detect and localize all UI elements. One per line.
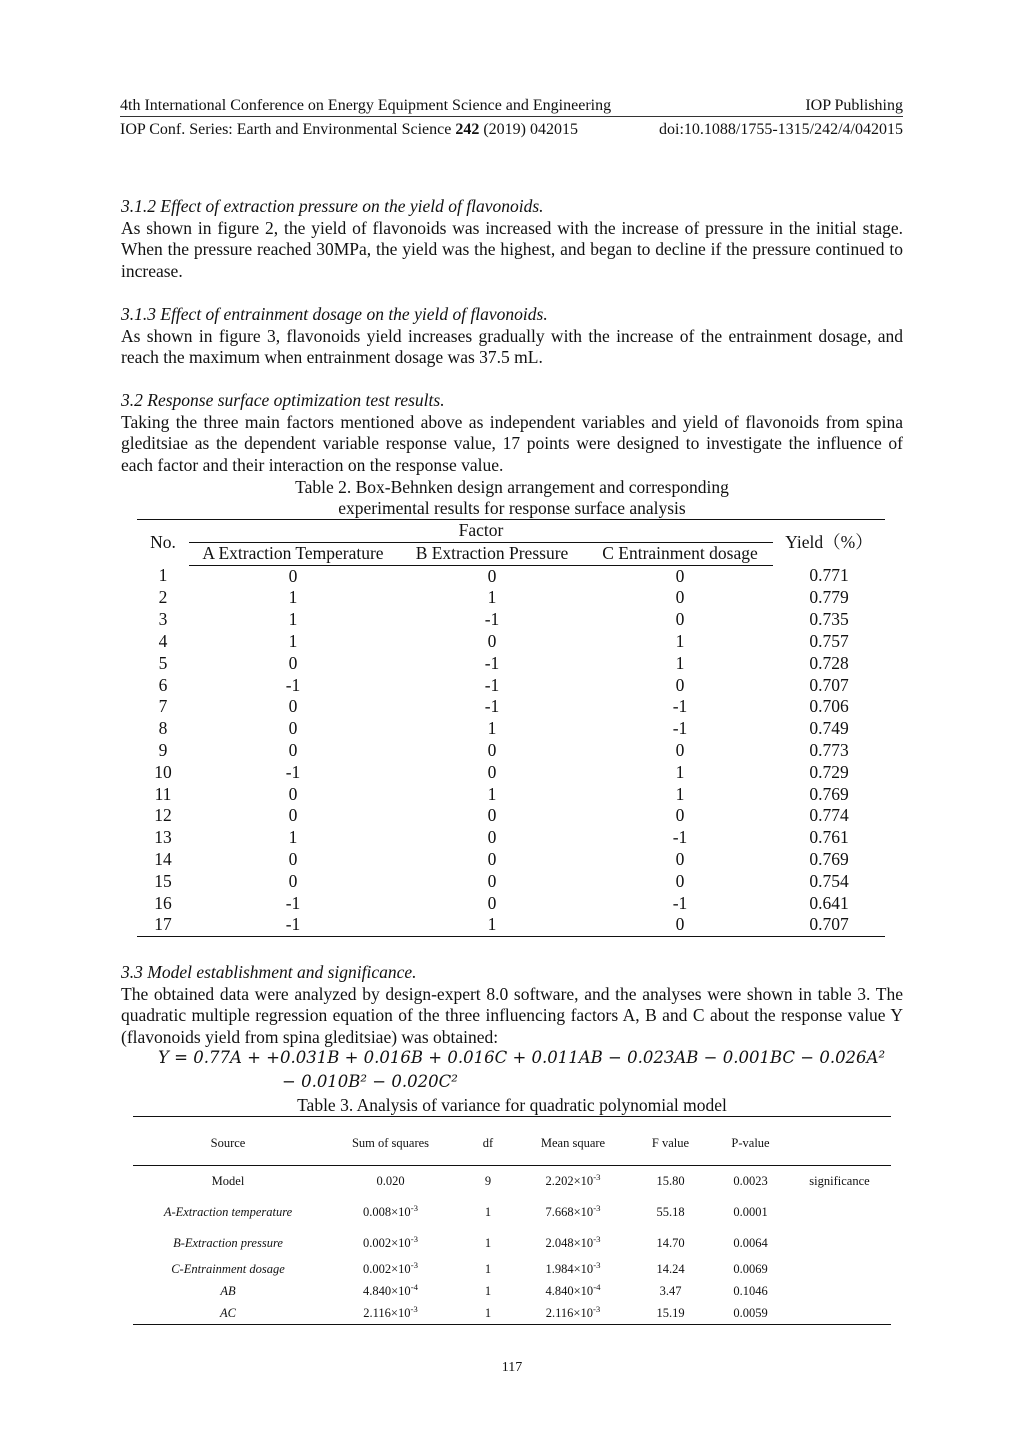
cell-c: 0	[675, 870, 685, 891]
cell-f-value: 14.24	[656, 1261, 685, 1276]
col-header-a: A Extraction Temperature	[189, 542, 397, 565]
cell-c: 1	[675, 652, 685, 673]
cell-no: 7	[158, 696, 168, 717]
cell-a: 0	[288, 696, 298, 717]
cell-c: -1	[672, 892, 688, 913]
cell-note: significance	[809, 1173, 870, 1188]
cell-c: 1	[675, 761, 685, 782]
cell-df: 1	[484, 1283, 492, 1298]
cell-c: -1	[672, 696, 688, 717]
cell-yield: 0.774	[809, 805, 849, 826]
cell-no: 14	[154, 848, 172, 869]
cell-source: C-Entrainment dosage	[171, 1261, 285, 1276]
cell-f-value: 55.18	[656, 1204, 685, 1219]
table-row	[133, 1228, 891, 1258]
cell-b: -1	[484, 609, 500, 630]
cell-yield: 0.769	[809, 848, 849, 869]
cell-c: 0	[675, 848, 685, 869]
cell-mean-square: $7.668\times 10^{-3}$	[545, 1202, 601, 1219]
table-row	[137, 871, 885, 893]
cell-no: 3	[158, 609, 168, 630]
cell-a: 0	[288, 805, 298, 826]
table-row	[137, 762, 885, 784]
cell-no: 16	[154, 892, 172, 913]
cell-df: 1	[484, 1261, 492, 1276]
cell-p-value: 0.0023	[733, 1173, 768, 1188]
cell-yield: 0.769	[809, 783, 849, 804]
cell-no: 15	[154, 870, 172, 891]
table2-caption: Table 2. Box-Behnken design arrangement and corresponding experimental results for response surface analysis	[295, 477, 729, 518]
cell-a: 0	[288, 565, 298, 586]
cell-sum-squares: $2.116\times 10^{-3}$	[323, 1302, 458, 1325]
cell-mean-square: $4.840\times 10^{-4}$	[545, 1281, 601, 1298]
cell-f-value: 14.70	[656, 1235, 685, 1250]
cell-c: 0	[675, 587, 685, 608]
cell-yield: 0.754	[809, 870, 849, 891]
conference-name: 4th International Conference on Energy Equipment Science and Engineering	[120, 97, 612, 114]
cell-sum-squares: $0.002\times 10^{-3}$	[363, 1259, 418, 1276]
cell-sum-squares: $0.002\times 10^{-3}$	[363, 1233, 418, 1250]
section-body: As shown in figure 3, flavonoids yield increases gradually with the increase of the entrainment dosage, and reach the maximum when entrainment dosage was 37.5 mL.	[121, 325, 903, 368]
cell-no: 10	[154, 761, 172, 782]
cell-no: 11	[154, 783, 172, 804]
col-header: Mean square	[518, 1117, 628, 1166]
cell-note	[788, 1280, 891, 1302]
cell-a: 0	[288, 652, 298, 673]
cell-yield: 0.771	[809, 565, 849, 586]
cell-mean-square: $2.202\times 10^{-3}$	[545, 1171, 601, 1188]
section-3-3	[121, 962, 903, 1048]
table-row	[137, 893, 885, 915]
design-table	[137, 519, 885, 937]
table-row	[137, 587, 885, 609]
cell-no: 8	[158, 718, 168, 739]
col-header: F value	[628, 1117, 713, 1166]
section-body: As shown in figure 2, the yield of flavonoids was increased with the increase of pressure in the initial stage. When the pressure reached 30MPa, the yield was the highest, and began to decline if the pressure continued to increase.	[121, 217, 903, 281]
section-heading: 3.1.2 Effect of extraction pressure on the yield of flavonoids.	[121, 196, 544, 216]
volume-number: 242	[455, 121, 480, 138]
cell-sum-squares: $4.840\times 10^{-4}$	[363, 1281, 418, 1298]
cell-a: 0	[288, 870, 298, 891]
cell-c: 0	[675, 739, 685, 760]
cell-a: 1	[288, 827, 298, 848]
table-row	[137, 849, 885, 871]
cell-df: 1	[484, 1204, 492, 1219]
cell-c: 1	[675, 630, 685, 651]
cell-yield: 0.707	[773, 914, 885, 936]
col-header: Sum of squares	[323, 1117, 458, 1166]
table-row	[137, 609, 885, 631]
cell-b: -1	[484, 696, 500, 717]
section-heading: 3.1.3 Effect of entrainment dosage on the yield of flavonoids.	[121, 304, 548, 324]
cell-sum-squares: $0.008\times 10^{-3}$	[363, 1202, 418, 1219]
cell-a: -1	[285, 892, 301, 913]
table-row	[133, 1302, 891, 1325]
cell-c: 0	[675, 805, 685, 826]
table-row	[133, 1280, 891, 1302]
cell-p-value: 0.0064	[733, 1235, 768, 1250]
table3-caption: Table 3. Analysis of variance for quadratic polynomial model	[297, 1095, 727, 1115]
cell-c: 0	[675, 609, 685, 630]
doi-text: doi:10.1088/1755-1315/242/4/042015	[659, 121, 903, 138]
cell-a: -1	[285, 761, 301, 782]
cell-c: 0	[675, 565, 685, 586]
cell-p-value: 0.0001	[733, 1204, 768, 1219]
cell-b: 1	[487, 783, 497, 804]
table-row	[137, 827, 885, 849]
cell-yield: 0.749	[809, 718, 849, 739]
table-row	[137, 653, 885, 675]
section-heading: 3.3 Model establishment and significance.	[121, 962, 417, 982]
anova-table	[133, 1116, 891, 1325]
col-header-b: B Extraction Pressure	[397, 542, 587, 565]
table-row	[137, 914, 885, 936]
cell-a: 1	[288, 630, 298, 651]
cell-no: 5	[158, 652, 168, 673]
cell-mean-square: $2.116\times 10^{-3}$	[518, 1302, 628, 1325]
col-header-no: No.	[137, 520, 189, 566]
cell-c: 1	[675, 783, 685, 804]
page-number: 117	[501, 1360, 523, 1375]
cell-note	[788, 1196, 891, 1228]
cell-a: 0	[288, 848, 298, 869]
running-header	[120, 97, 903, 117]
cell-no: 6	[158, 674, 168, 695]
table-row	[137, 631, 885, 653]
cell-note	[788, 1302, 891, 1325]
col-header	[788, 1117, 891, 1166]
cell-b: 0	[487, 565, 497, 586]
section-3-1-3	[121, 304, 903, 369]
table-row	[137, 696, 885, 718]
cell-df: 1	[484, 1235, 492, 1250]
table-row	[137, 784, 885, 806]
publisher-name: IOP Publishing	[805, 97, 903, 114]
cell-p-value: 0.0059	[713, 1302, 788, 1325]
cell-b: -1	[484, 652, 500, 673]
cell-mean-square: $1.984\times 10^{-3}$	[545, 1259, 601, 1276]
cell-source: Model	[211, 1173, 245, 1188]
cell-a: -1	[189, 914, 397, 936]
cell-yield: 0.707	[809, 674, 849, 695]
table-row	[137, 740, 885, 762]
series-citation: IOP Conf. Series: Earth and Environmental Science 242 (2019) 042015	[120, 121, 578, 138]
cell-no: 17	[137, 914, 189, 936]
cell-a: 1	[288, 609, 298, 630]
cell-f-value: 15.19	[628, 1302, 713, 1325]
cell-a: 0	[288, 739, 298, 760]
table-row	[133, 1196, 891, 1228]
cell-source: B-Extraction pressure	[173, 1235, 283, 1250]
cell-a: 1	[288, 587, 298, 608]
table-row	[133, 1166, 891, 1197]
cell-source: AC	[133, 1302, 323, 1325]
cell-no: 2	[158, 587, 168, 608]
cell-c: 0	[587, 914, 773, 936]
cell-p-value: 0.0069	[733, 1261, 768, 1276]
cell-yield: 0.706	[809, 696, 849, 717]
cell-b: -1	[484, 674, 500, 695]
cell-b: 0	[487, 805, 497, 826]
cell-b: 0	[487, 739, 497, 760]
cell-b: 0	[487, 827, 497, 848]
cell-yield: 0.735	[809, 609, 849, 630]
cell-note	[788, 1228, 891, 1258]
regression-equation-line2: − 0.010B² − 0.020C²	[282, 1072, 458, 1091]
cell-no: 12	[154, 805, 172, 826]
col-header: P-value	[713, 1117, 788, 1166]
col-header-yield: Yield（%）	[773, 520, 885, 566]
cell-f-value: 15.80	[656, 1173, 685, 1188]
cell-c: -1	[672, 718, 688, 739]
cell-c: 0	[675, 674, 685, 695]
section-body: Taking the three main factors mentioned above as independent variables and yield of flavonoids from spina gleditsiae as the dependent variable response value, 17 points were designed to investigate the influence of each factor and their interaction on the response value.	[121, 411, 903, 475]
cell-a: 0	[288, 718, 298, 739]
cell-yield: 0.757	[809, 630, 849, 651]
cell-b: 0	[487, 848, 497, 869]
section-body: The obtained data were analyzed by design-expert 8.0 software, and the analyses were shown in table 3. The quadratic multiple regression equation of the three influencing factors A, B and C about the response value Y (flavonoids yield from spina gleditsiae) was obtained:	[121, 983, 903, 1047]
section-3-2	[121, 390, 903, 476]
table-row	[137, 565, 885, 587]
cell-no: 1	[158, 565, 168, 586]
cell-yield: 0.728	[809, 652, 849, 673]
cell-yield: 0.779	[809, 587, 849, 608]
cell-yield: 0.761	[809, 827, 849, 848]
cell-a: 0	[288, 783, 298, 804]
col-header-factor: Factor	[189, 520, 773, 543]
table-row	[137, 718, 885, 740]
table-row	[133, 1258, 891, 1280]
regression-equation-line1: Y = 0.77A + +0.031B + 0.016B + 0.016C + 0.011AB − 0.023AB − 0.001BC − 0.026A²	[158, 1048, 886, 1067]
section-heading: 3.2 Response surface optimization test results.	[121, 390, 445, 410]
table-row	[137, 675, 885, 697]
cell-b: 0	[487, 630, 497, 651]
cell-yield: 0.729	[809, 761, 849, 782]
cell-b: 1	[487, 587, 497, 608]
cell-mean-square: $2.048\times 10^{-3}$	[545, 1233, 601, 1250]
cell-yield: 0.641	[809, 892, 849, 913]
table-row	[137, 805, 885, 827]
cell-no: 9	[158, 739, 168, 760]
cell-f-value: 3.47	[659, 1283, 682, 1298]
cell-no: 4	[158, 630, 168, 651]
col-header: df	[458, 1117, 518, 1166]
cell-c: -1	[672, 827, 688, 848]
section-3-1-2	[121, 196, 903, 282]
cell-b: 1	[487, 718, 497, 739]
cell-sum-squares: 0.020	[376, 1173, 405, 1188]
citation-header	[120, 121, 903, 139]
cell-df: 9	[484, 1173, 492, 1188]
cell-a: -1	[285, 674, 301, 695]
cell-b: 0	[487, 892, 497, 913]
cell-note	[788, 1258, 891, 1280]
cell-no: 13	[154, 827, 172, 848]
col-header: Source	[133, 1117, 323, 1166]
cell-yield: 0.773	[809, 739, 849, 760]
cell-b: 1	[397, 914, 587, 936]
cell-b: 0	[487, 761, 497, 782]
cell-p-value: 0.1046	[733, 1283, 768, 1298]
cell-b: 0	[487, 870, 497, 891]
cell-source: AB	[220, 1283, 236, 1298]
cell-df: 1	[458, 1302, 518, 1325]
cell-source: A-Extraction temperature	[163, 1204, 293, 1219]
col-header-c: C Entrainment dosage	[587, 542, 773, 565]
